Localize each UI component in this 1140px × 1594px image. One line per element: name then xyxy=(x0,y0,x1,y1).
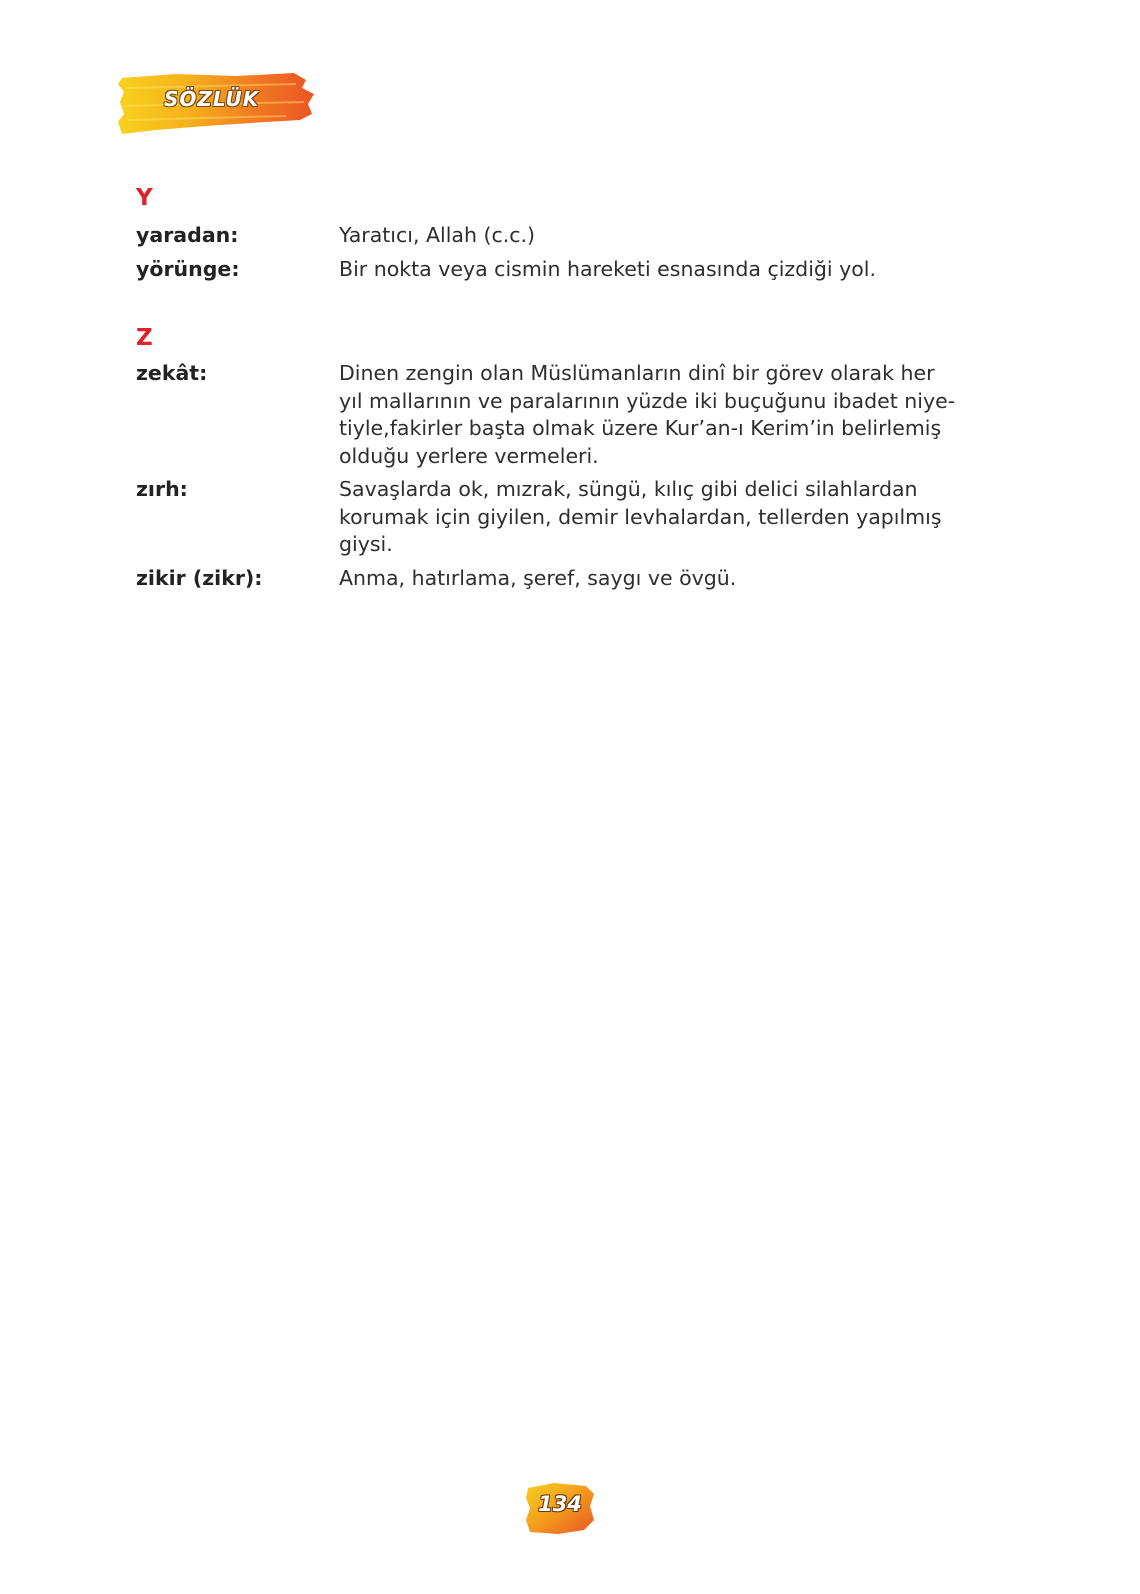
entry-definition xyxy=(339,360,979,470)
definition-line: Dinen zengin olan Müslümanların dinî bir görev olarak her xyxy=(339,361,935,385)
page-number: 134 xyxy=(538,1492,582,1516)
page-number-badge xyxy=(524,1480,596,1536)
glossary-entry xyxy=(136,565,996,593)
section-y xyxy=(136,184,996,283)
glossary-entry xyxy=(136,360,996,470)
glossary-entry xyxy=(136,256,996,284)
section-letter: Z xyxy=(136,325,153,351)
page-title: SÖZLÜK xyxy=(164,87,260,111)
entry-term: yörünge: xyxy=(136,256,240,281)
section-z xyxy=(136,324,996,592)
glossary-entry xyxy=(136,476,996,559)
entry-definition: Bir nokta veya cismin hareketi esnasında çizdiği yol. xyxy=(339,256,877,281)
entry-term: zikir (zikr): xyxy=(136,565,263,590)
definition-line: giysi. xyxy=(339,532,393,556)
entry-definition: Anma, hatırlama, şeref, saygı ve övgü. xyxy=(339,565,737,590)
definition-line: Savaşlarda ok, mızrak, süngü, kılıç gibi delici silahlardan xyxy=(339,477,918,501)
entry-term: zırh: xyxy=(136,477,188,501)
entry-definition: Yaratıcı, Allah (c.c.) xyxy=(339,223,536,247)
header-banner xyxy=(116,70,316,136)
entry-term: yaradan: xyxy=(136,223,239,247)
section-letter: Y xyxy=(136,185,153,211)
definition-line: yıl mallarının ve paralarının yüzde iki buçuğunu ibadet niye- xyxy=(339,388,956,413)
definition-line: olduğu yerlere vermeleri. xyxy=(339,443,599,468)
definition-line: tiyle,fakirler başta olmak üzere Kur’an-ı Kerim’in belirlemiş xyxy=(339,416,942,440)
entry-definition xyxy=(339,476,979,559)
definition-line: korumak için giyilen, demir levhalardan, tellerden yapılmış xyxy=(339,504,942,529)
entry-term: zekât: xyxy=(136,361,208,385)
glossary-entry xyxy=(136,222,996,250)
